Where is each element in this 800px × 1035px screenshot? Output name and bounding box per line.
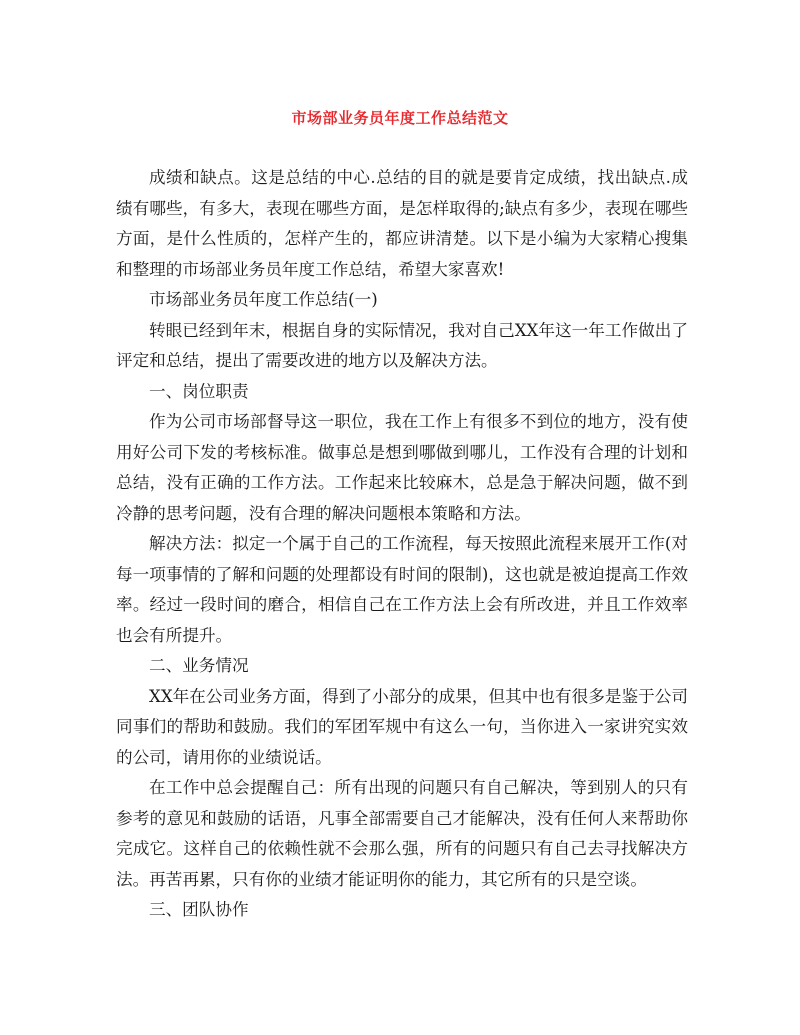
document-body <box>116 163 688 926</box>
paragraph-solution: 解决方法：拟定一个属于自己的工作流程，每天按照此流程来展开工作(对每一项事情的了解和问题的处理都设有时间的限制)，这也就是被迫提高工作效率。经过一段时间的磨合，相信自己在工作方法上会有所改进，并且工作效率也会有所提升。 <box>116 534 688 645</box>
paragraph-job-duties: 作为公司市场部督导这一职位，我在工作上有很多不到位的地方，没有使用好公司下发的考核标准。做事总是想到哪做到哪儿，工作没有合理的计划和总结，没有正确的工作方法。工作起来比较麻木，总是急于解决问题，做不到冷静的思考问题，没有合理的解决问题根本策略和方法。 <box>116 412 688 523</box>
section-heading-summary-one: 市场部业务员年度工作总结(一) <box>149 290 378 309</box>
section-heading-job-duties: 一、岗位职责 <box>149 381 249 401</box>
section-heading-business: 二、业务情况 <box>149 656 249 675</box>
intro-paragraph: 成绩和缺点。这是总结的中心.总结的目的就是要肯定成绩，找出缺点.成绩有哪些，有多大，表现在哪些方面，是怎样取得的;缺点有多少，表现在哪些方面，是什么性质的，怎样产生的，都应讲清楚。以下是小编为大家精心搜集和整理的市场部业务员年度工作总结，希望大家喜欢! <box>116 168 688 279</box>
paragraph-year-end: 转眼已经到年末，根据自身的实际情况，我对自己XX年这一年工作做出了评定和总结，提出了需要改进的地方以及解决方法。 <box>116 320 688 370</box>
section-heading-teamwork: 三、团队协作 <box>149 900 249 919</box>
document-title: 市场部业务员年度工作总结范文 <box>291 109 509 127</box>
paragraph-business-results: XX年在公司业务方面，得到了小部分的成果，但其中也有很多是鉴于公司同事们的帮助和鼓励。我们的军团军规中有这么一句，当你进入一家讲究实效的公司，请用你的业绩说话。 <box>116 686 688 767</box>
paragraph-self-reminder: 在工作中总会提醒自己：所有出现的问题只有自己解决，等到别人的只有参考的意见和鼓励的话语，凡事全部需要自己才能解决，没有任何人来帮助你完成它。这样自己的依赖性就不会那么强，所有的问题只有自己去寻找解决方法。再苦再累，只有你的业绩才能证明你的能力，其它所有的只是空谈。 <box>116 778 688 889</box>
